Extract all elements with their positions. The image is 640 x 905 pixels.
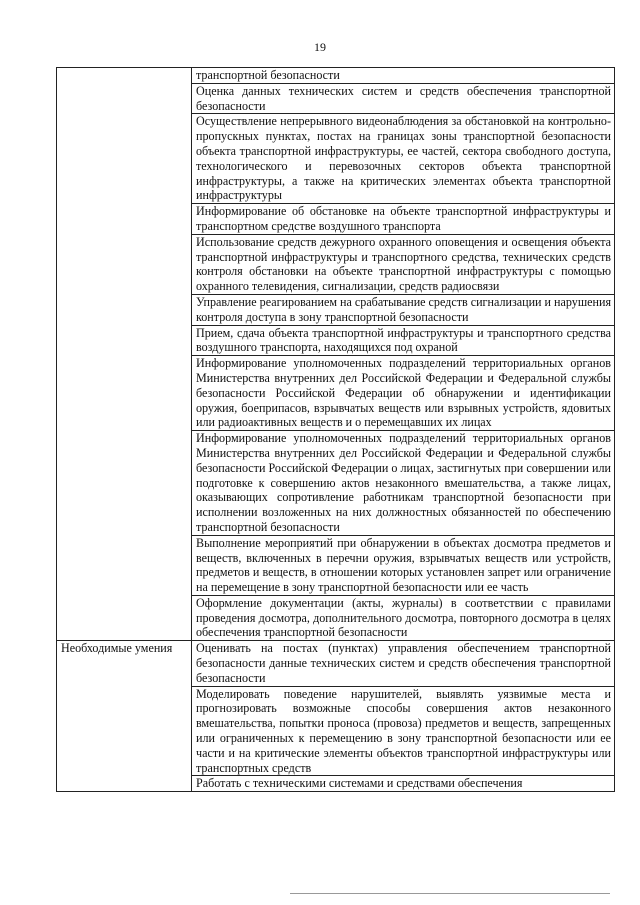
table-row-text: Оценивать на постах (пунктах) управления обеспечением транспортной безопасности данные технических систем и средств обеспечения транспортной безопасности (192, 641, 615, 686)
competency-table (56, 67, 615, 792)
table-row-text: Информирование уполномоченных подразделений территориальных органов Министерства внутренних дел Российской Федерации и Федеральной службы безопасности Российской Федерации об обнаружении и идентификации оружия, боеприпасов, взрывчатых веществ или взрывных устройств, ядовитых или радиоактивных веществ и о перемещавших их лицах (192, 356, 615, 431)
table-row-text: Использование средств дежурного охранного оповещения и освещения объекта транспортной инфраструктуры и транспортного средства, технических средств контроля обстановки на объекте транспортной инфраструктуры с помощью охранного телевидения, сигнализации, средств радиосвязи (192, 234, 615, 294)
table-row-text: транспортной безопасности (192, 68, 615, 84)
scan-edge-line (290, 893, 610, 894)
table-row-text: Работать с техническими системами и средствами обеспечения (192, 776, 615, 792)
table-row (57, 68, 615, 84)
table-row-text: Управление реагированием на срабатывание средств сигнализации и нарушения контроля доступа в зону транспортной безопасности (192, 294, 615, 325)
table-row (57, 641, 615, 686)
table-row-text: Моделировать поведение нарушителей, выявлять уязвимые места и прогнозировать возможные способы совершения актов незаконного вмешательства, попытки проноса (провоза) предметов и веществ, запрещенных или ограниченных к перемещению в зону транспортной безопасности или ее части и на критические элементы объектов транспортной инфраструктуры или транспортных средств (192, 686, 615, 776)
skills-label: Необходимые умения (57, 641, 192, 792)
page-number: 19 (314, 40, 326, 54)
table-row-text: Прием, сдача объекта транспортной инфраструктуры и транспортного средства воздушного транспорта, находящихся под охраной (192, 325, 615, 356)
table-row-text: Оформление документации (акты, журналы) в соответствии с правилами проведения досмотра, дополнительного досмотра, повторного досмотра в целях обеспечения транспортной безопасности (192, 595, 615, 640)
table-row-label (57, 68, 192, 641)
table-row-text: Информирование уполномоченных подразделений территориальных органов Министерства внутренних дел Российской Федерации и Федеральной службы безопасности Российской Федерации о лицах, застигнутых при совершении или подготовке к совершению актов незаконного вмешательства, а также лицах, оказывающих сопротивление работникам транспортной безопасности при исполнении возложенных на них должностных обязанностей по обеспечению транспортной безопасности (192, 431, 615, 536)
table-row-text: Выполнение мероприятий при обнаружении в объектах досмотра предметов и веществ, включенных в перечни оружия, взрывчатых веществ или устройств, предметов и веществ, в отношении которых установлен запрет или ограничение на перемещение в зону транспортной безопасности или ее часть (192, 535, 615, 595)
table-row-text: Осуществление непрерывного видеонаблюдения за обстановкой на контрольно-пропускных пунктах, постах на границах зоны транспортной безопасности объекта транспортной инфраструктуры, ее частей, сектора свободного доступа, технологического и перевозочных секторов объекта транспортной инфраструктуры, а также на критических элементах объекта транспортной инфраструктуры (192, 114, 615, 204)
table-row-text: Оценка данных технических систем и средств обеспечения транспортной безопасности (192, 83, 615, 114)
table-row-text: Информирование об обстановке на объекте транспортной инфраструктуры и транспортном средстве воздушного транспорта (192, 204, 615, 235)
